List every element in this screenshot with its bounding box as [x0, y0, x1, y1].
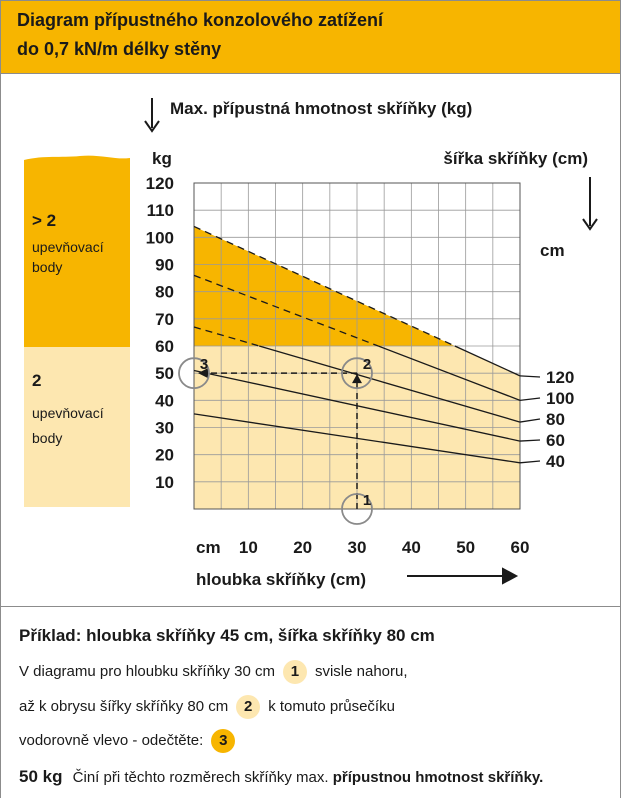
step-badge-2: 2 [236, 695, 260, 719]
series-label-80: 80 [546, 410, 565, 429]
x-tick-30: 30 [347, 538, 367, 557]
series-label-40: 40 [546, 452, 565, 471]
y-tick-10: 10 [155, 472, 174, 492]
legend-upper-label-2: body [32, 259, 63, 275]
example-line-2-text-a: až k obrysu šířky skříňky 80 cm [19, 697, 229, 715]
legend-lower-count: 2 [32, 371, 42, 390]
series-label-120: 120 [546, 368, 575, 387]
example-line-1 [19, 660, 408, 684]
arrow-down-icon [583, 177, 597, 229]
x-axis-unit: cm [196, 538, 221, 557]
series-unit: cm [540, 241, 565, 260]
series-labels [520, 368, 574, 471]
step-badge-3: 3 [211, 729, 235, 753]
series-leader-40 [520, 461, 540, 463]
example-heading: Příklad: hloubka skříňky 45 cm, šířka skříňky 80 cm [19, 626, 435, 645]
y-tick-30: 30 [155, 418, 174, 438]
y-tick-labels [146, 174, 174, 492]
x-tick-20: 20 [293, 538, 313, 557]
marker-label-2: 2 [362, 356, 372, 374]
x-tick-labels [239, 538, 530, 557]
marker-label-3: 3 [199, 356, 209, 374]
series-leader-80 [520, 419, 540, 422]
x-axis-label: hloubka skříňky (cm) [196, 570, 367, 589]
y-tick-40: 40 [155, 391, 174, 411]
example-panel [1, 606, 620, 798]
marker-label-1: 1 [362, 492, 372, 509]
legend-upper-count: > 2 [32, 211, 57, 230]
y-tick-60: 60 [155, 337, 174, 356]
example-line-2 [19, 695, 395, 719]
y-axis-unit: kg [152, 149, 172, 168]
series-label-60: 60 [546, 431, 565, 450]
x-tick-40: 40 [401, 538, 421, 557]
series-axis-label: šířka skříňky (cm) [443, 149, 588, 168]
example-line-2-text-b: k tomuto průsečíku [268, 697, 395, 715]
example-line-3-text-a: vodorovně vlevo - odečtěte: [19, 731, 204, 749]
header-title-line1: Diagram přípustného konzolového zatížení [17, 10, 384, 30]
example-line-3 [19, 729, 243, 753]
x-tick-10: 10 [238, 538, 258, 557]
series-leader-60 [520, 440, 540, 441]
legend-lower-label-2: body [32, 430, 63, 446]
arrow-right-icon [407, 569, 516, 583]
y-tick-120: 120 [145, 174, 174, 193]
example-line-1-text-a: V diagramu pro hloubku skříňky 30 cm [19, 662, 275, 680]
example-line-1-text-b: svisle nahoru, [314, 662, 408, 680]
x-tick-60: 60 [510, 538, 530, 557]
header-title-line2: do 0,7 kN/m délky stěny [17, 39, 222, 59]
series-leader-120 [520, 376, 540, 377]
series-label-100: 100 [546, 389, 575, 408]
series-leader-100 [520, 398, 540, 400]
y-tick-50: 50 [155, 364, 174, 384]
example-line-4 [19, 767, 543, 787]
y-tick-100: 100 [145, 228, 174, 248]
legend-lower-label-1: upevňovací [32, 405, 104, 421]
example-line-4-text-a: Činí při těchto rozměrech skříňky max. [72, 769, 329, 786]
arrow-down-icon [145, 98, 159, 131]
y-tick-20: 20 [155, 445, 174, 465]
y-tick-70: 70 [155, 309, 174, 329]
y-tick-90: 90 [155, 255, 174, 275]
step-badge-1: 1 [283, 660, 307, 684]
example-result-value: 50 kg [19, 767, 63, 786]
x-tick-50: 50 [456, 538, 476, 557]
legend-upper-label-1: upevňovací [32, 239, 104, 255]
y-tick-110: 110 [146, 201, 174, 221]
example-line-4-text-b: přípustnou hmotnost skříňky. [332, 769, 544, 786]
chart-title: Max. přípustná hmotnost skříňky (kg) [170, 99, 473, 118]
y-tick-80: 80 [155, 282, 174, 302]
